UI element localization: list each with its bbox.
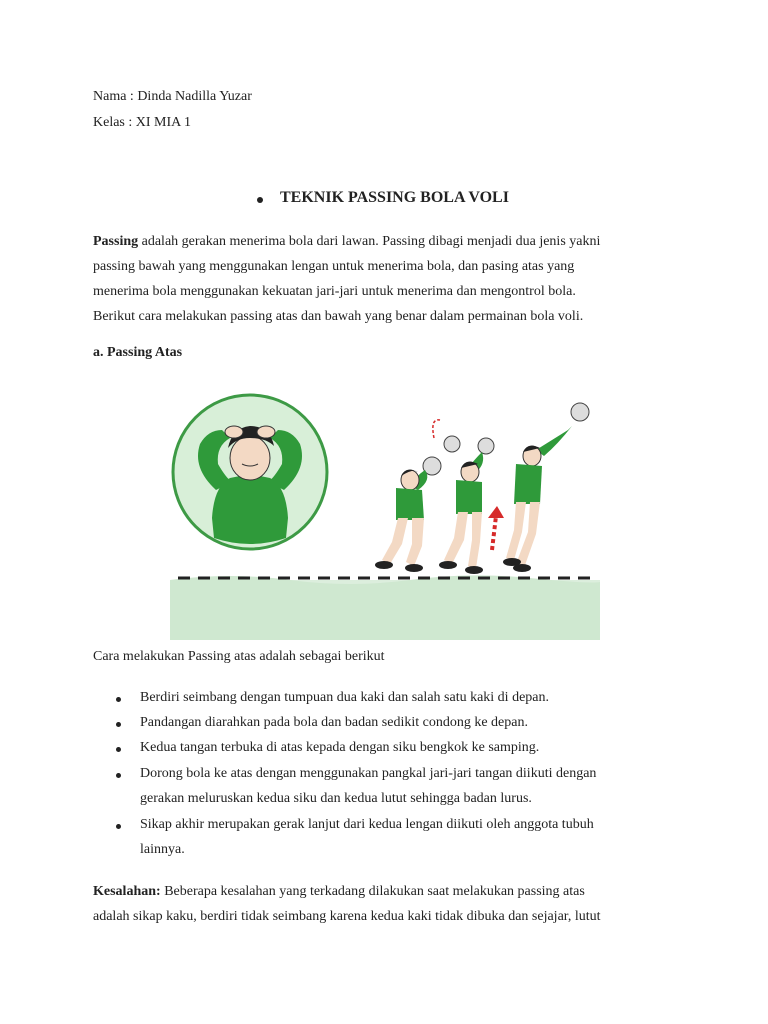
title-bullet-icon	[257, 197, 263, 203]
list-item-continued: lainnya.	[140, 842, 185, 857]
intro-line-3: menerima bola menggunakan kekuatan jari-jari untuk menerima dan mengontrol bola.	[93, 284, 576, 299]
list-bullet-icon	[116, 747, 121, 752]
closeup-circle	[173, 395, 327, 549]
list-bullet-icon	[116, 773, 121, 778]
intro-line-4: Berikut cara melakukan passing atas dan bawah yang benar dalam permainan bola voli.	[93, 309, 584, 324]
list-item: Pandangan diarahkan pada bola dan badan sedikit condong ke depan.	[140, 715, 528, 730]
caption: Cara melakukan Passing atas adalah sebagai berikut	[93, 649, 385, 664]
list-item: Dorong bola ke atas dengan menggunakan pangkal jari-jari tangan diikuti dengan	[140, 766, 597, 781]
mistakes-line-2: adalah sikap kaku, berdiri tidak seimbang karena kedua kaki tidak dibuka dan sejajar, lutut	[93, 909, 601, 924]
list-bullet-icon	[116, 722, 121, 727]
intro-line-2: passing bawah yang menggunakan lengan untuk menerima bola, dan pasing atas yang	[93, 259, 575, 274]
list-item: Kedua tangan terbuka di atas kepada dengan siku bengkok ke samping.	[140, 740, 540, 755]
player-stage-2	[433, 420, 504, 574]
intro-line-1: Passing adalah gerakan menerima bola dari lawan. Passing dibagi menjadi dua jenis yakni	[93, 234, 601, 249]
page-title: TEKNIK PASSING BOLA VOLI	[280, 189, 509, 206]
list-item: Sikap akhir merupakan gerak lanjut dari kedua lengan diikuti oleh anggota tubuh	[140, 817, 594, 832]
list-item-continued: gerakan meluruskan kedua siku dan kedua lutut sehingga badan lurus.	[140, 791, 532, 806]
student-name: Nama : Dinda Nadilla Yuzar	[93, 89, 252, 104]
list-bullet-icon	[116, 824, 121, 829]
section-heading: a. Passing Atas	[93, 345, 183, 360]
mistakes-bold-lead: Kesalahan:	[93, 884, 161, 899]
list-item: Berdiri seimbang dengan tumpuan dua kaki dan salah satu kaki di depan.	[140, 690, 550, 705]
passing-illustration	[170, 368, 600, 640]
up-arrow-icon	[488, 506, 504, 550]
intro-bold-lead: Passing	[93, 234, 139, 249]
player-stage-1	[375, 457, 441, 572]
mistakes-line-1: Kesalahan: Beberapa kesalahan yang terkadang dilakukan saat melakukan passing atas	[93, 884, 585, 899]
student-class: Kelas : XI MIA 1	[93, 115, 191, 130]
list-bullet-icon	[116, 697, 121, 702]
player-stage-3	[503, 403, 589, 572]
